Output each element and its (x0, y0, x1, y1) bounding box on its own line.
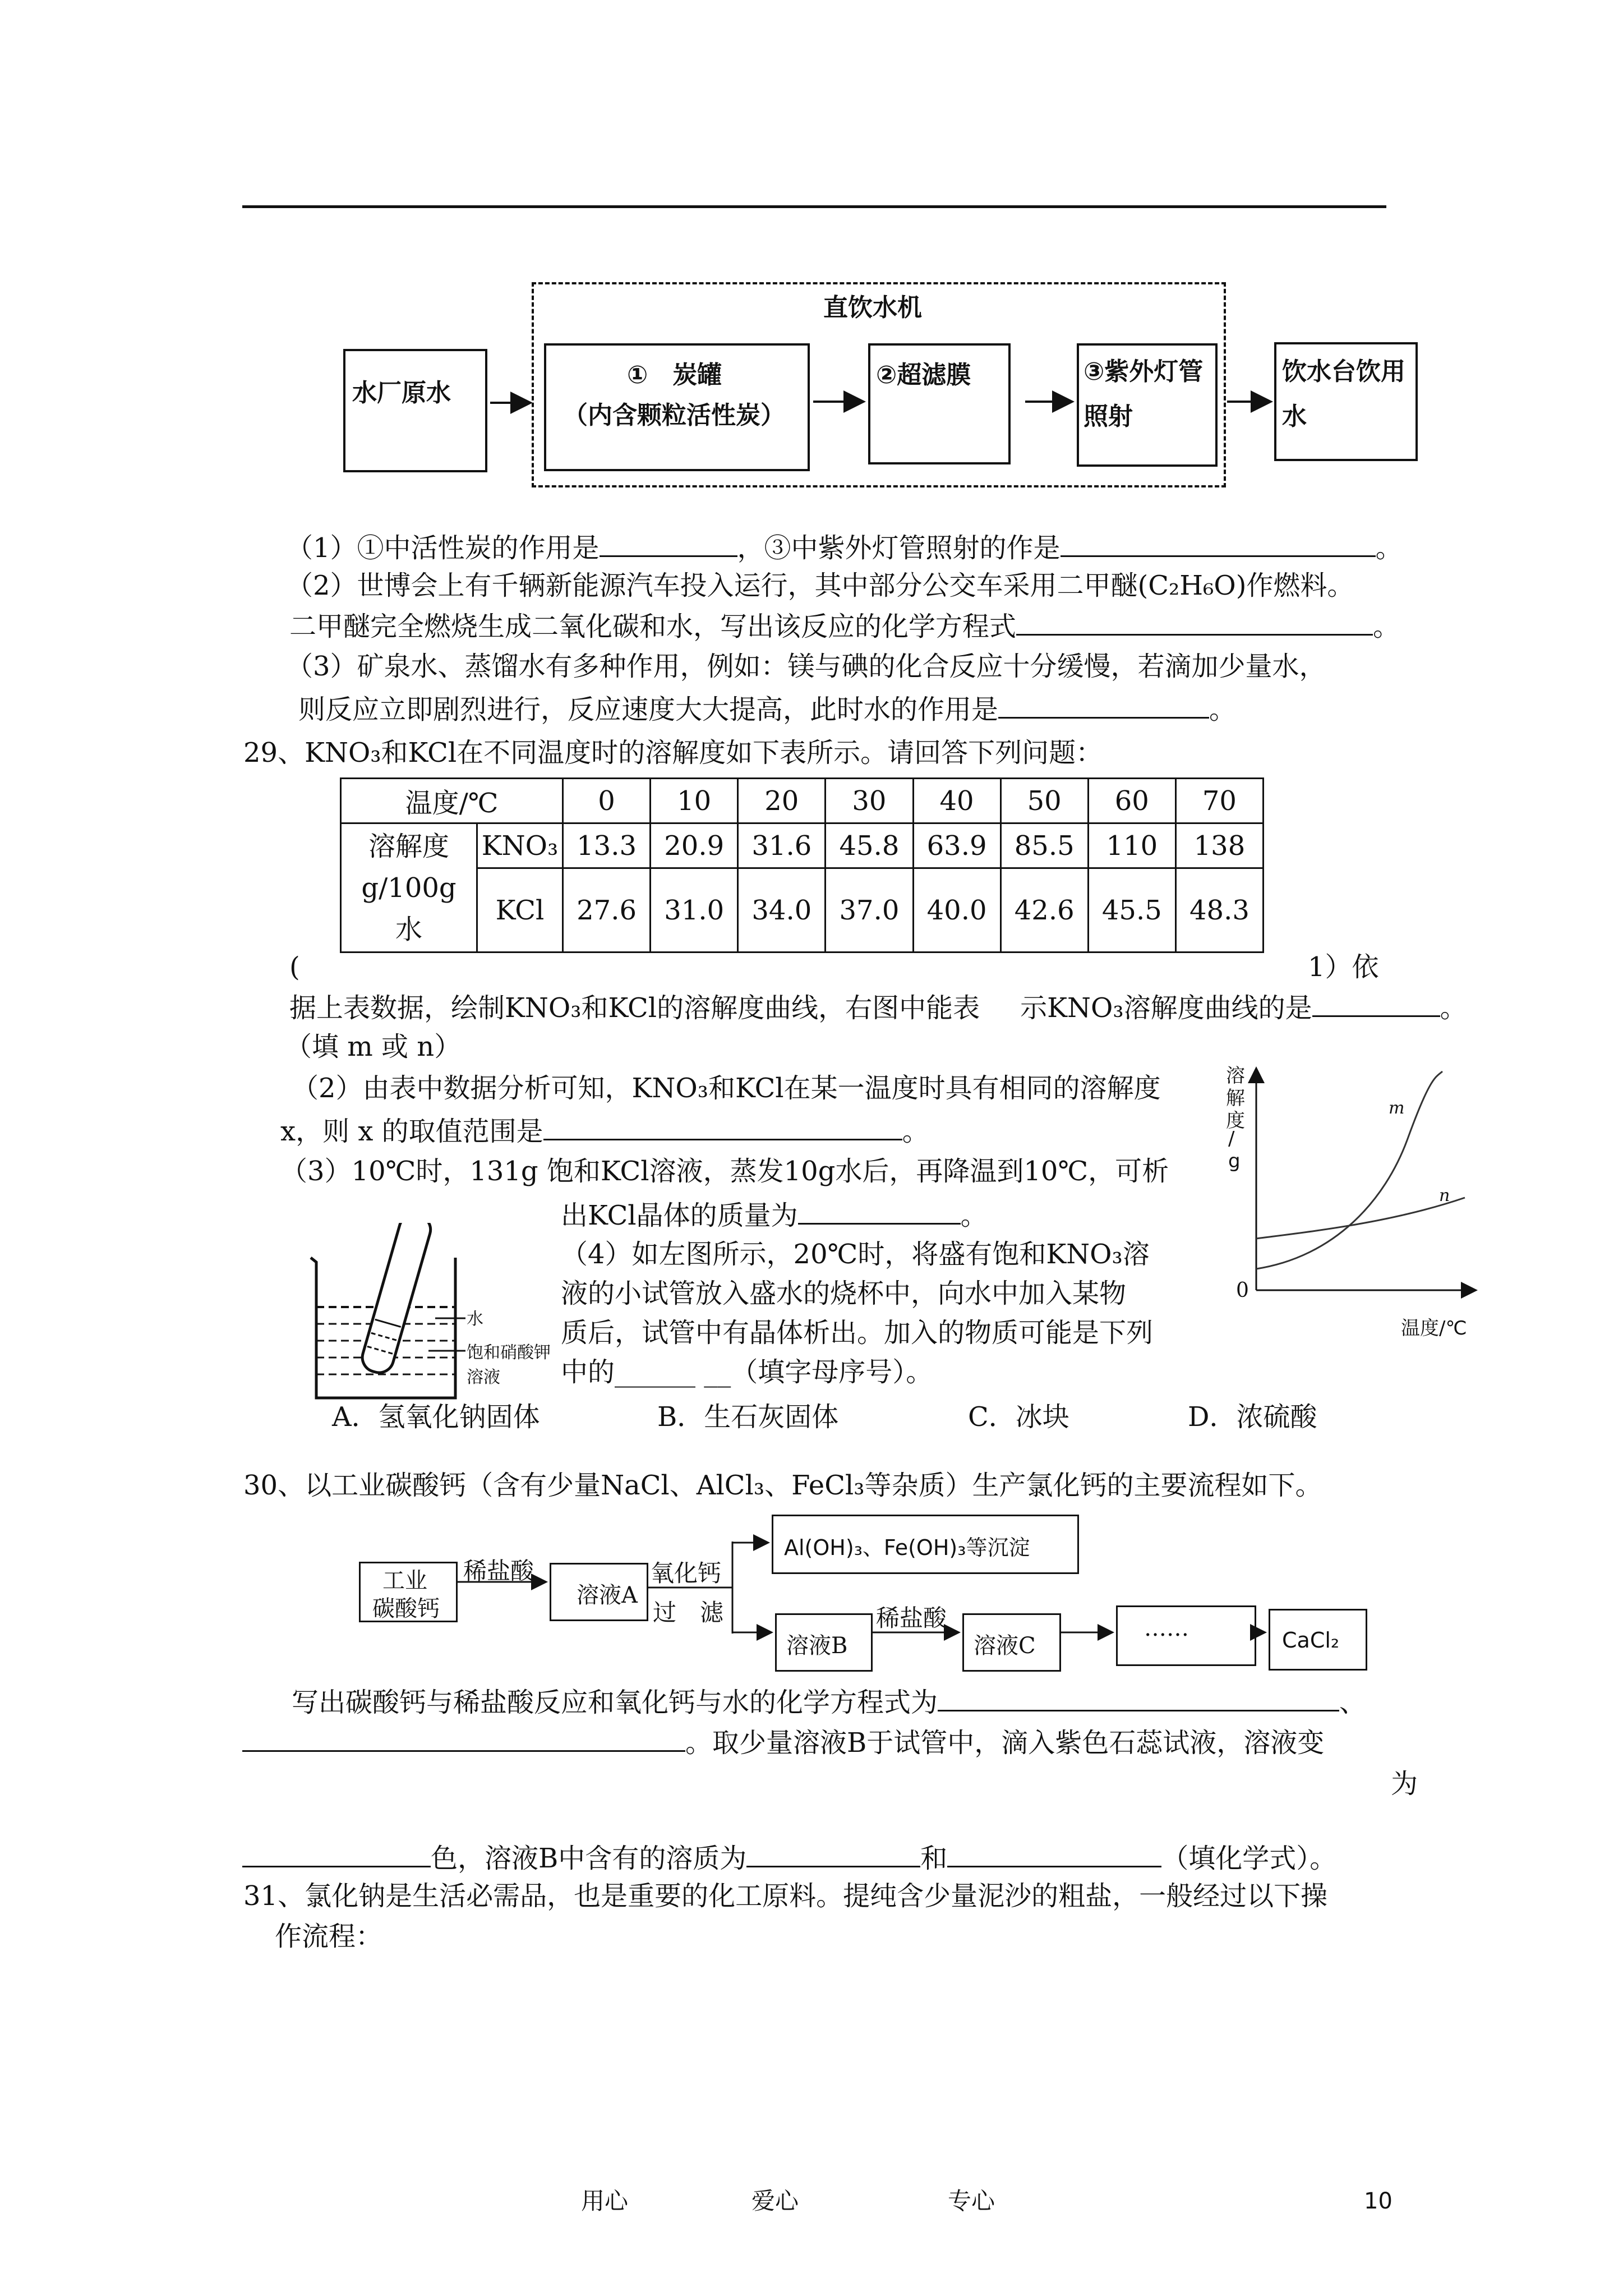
q29-p1-right: 1）依 (1308, 951, 1379, 983)
kcl-cell: 40.0 (913, 868, 1000, 953)
answer-blank[interactable] (1061, 530, 1376, 557)
temp-cell: 0 (563, 779, 651, 823)
q29-p4-line1: （4）如左图所示，20℃时，将盛有饱和KNO₃溶 (561, 1239, 1150, 1270)
q29-p1-open: ( (289, 951, 300, 983)
answer-blank[interactable] (938, 1684, 1339, 1711)
start-label-1: 工业 (382, 1568, 427, 1594)
ultrafilter-label: ②超滤膜 (876, 361, 971, 389)
kcl-cell: 45.5 (1088, 868, 1175, 953)
output-label-2: 水 (1282, 402, 1307, 431)
answer-blank[interactable] (543, 1113, 902, 1140)
kno3-label: KNO₃ (477, 823, 563, 868)
product-label: CaCl₂ (1282, 1628, 1340, 1653)
solubility-table (340, 777, 1264, 953)
kcl-cell: 34.0 (738, 868, 826, 953)
graph-ylabel-2: 解 (1226, 1087, 1245, 1110)
beaker-water-label: 水 (467, 1309, 483, 1329)
uv-label-2: 照射 (1083, 402, 1133, 431)
reagent2-label-1: 氧化钙 (651, 1559, 722, 1587)
q29-p4-line3: 质后，试管中有晶体析出。加入的物质可能是下列 (561, 1317, 1154, 1349)
graph-ylabel-4: / (1228, 1128, 1235, 1150)
temp-header: 温度/℃ (341, 779, 563, 823)
q29-p1-line2: 据上表数据，绘制KNO₃和KCl的溶解度曲线，右图中能表 示KNO₃溶解度曲线的是 。 (289, 990, 1467, 1025)
q29-intro: 29、KNO₃和KCl在不同温度时的溶解度如下表所示。请回答下列问题： (243, 737, 1103, 769)
option-c[interactable]: C．冰块 (968, 1401, 1069, 1433)
ellipsis-label: …… (1144, 1616, 1189, 1641)
q29-p4-line4: 中的______ __（填字母序号）。 (561, 1356, 933, 1388)
temp-cell: 20 (738, 779, 826, 823)
kcl-cell: 27.6 (563, 868, 651, 953)
kcl-cell: 31.0 (651, 868, 738, 953)
q29-p2-line1: （2）由表中数据分析可知，KNO₃和KCl在某一温度时具有相同的溶解度 (292, 1073, 1161, 1104)
kcl-cell: 37.0 (826, 868, 913, 953)
solution-a-label: 溶液A (577, 1582, 638, 1608)
temp-cell: 60 (1088, 779, 1175, 823)
carbon-tank-sub: （内含颗粒活性炭） (563, 401, 785, 430)
answer-blank[interactable] (600, 530, 737, 557)
option-d[interactable]: D．浓硫酸 (1188, 1401, 1317, 1433)
q28-part2-line1: （2）世博会上有千辆新能源汽车投入运行，其中部分公交车采用二甲醚(C₂H₆O)作燃料。 (286, 570, 1354, 601)
kno3-cell: 63.9 (913, 823, 1000, 868)
footer-b: 爱心 (751, 2187, 799, 2215)
answer-blank[interactable] (1312, 990, 1440, 1017)
solubility-graph (1223, 1060, 1481, 1341)
precipitate-label: Al(OH)₃、Fe(OH)₃等沉淀 (784, 1535, 1030, 1560)
curve-n-label: n (1439, 1186, 1450, 1205)
reagent2-label-2: 过 滤 (653, 1599, 724, 1626)
beaker-illustration (303, 1223, 566, 1414)
carbon-tank-label: ① 炭罐 (627, 361, 722, 389)
graph-ylabel-1: 溶 (1226, 1065, 1245, 1087)
q30-line1: 写出碳酸钙与稀盐酸反应和氧化钙与水的化学方程式为 、 (292, 1684, 1366, 1719)
q29-p4-line2: 液的小试管放入盛水的烧杯中，向水中加入某物 (561, 1278, 1127, 1309)
answer-blank[interactable] (998, 691, 1209, 719)
kcl-label: KCl (477, 868, 563, 953)
q30-line3: 色，溶液B中含有的溶质为 和 （填化学式）。 (242, 1840, 1336, 1875)
q29-p3-line1: （3）10℃时，131g 饱和KCl溶液，蒸发10g水后，再降温到10℃，可析 (280, 1156, 1169, 1187)
kno3-cell: 110 (1088, 823, 1175, 868)
curve-m (1256, 1071, 1442, 1269)
q29-p3-line2: 出KCl晶体的质量为 。 (561, 1197, 988, 1232)
temp-cell: 50 (1000, 779, 1088, 823)
q29-p1-line3: （填 m 或 n） (285, 1031, 462, 1062)
page-number: 10 (1364, 2188, 1393, 2214)
curve-m-label: m (1389, 1098, 1405, 1118)
q28-part2-line2: 二甲醚完全燃烧生成二氧化碳和水，写出该反应的化学方程式 。 (289, 608, 1400, 643)
start-label-2: 碳酸钙 (372, 1596, 440, 1622)
kcl-cell: 48.3 (1175, 868, 1263, 953)
group-title: 直饮水机 (823, 293, 922, 322)
output-label-1: 饮水台饮用 (1282, 357, 1405, 386)
beaker-solution-label: 饱和硝酸钾溶液 (467, 1343, 551, 1387)
graph-xlabel: 温度/℃ (1401, 1317, 1467, 1340)
answer-blank[interactable] (242, 1840, 431, 1867)
answer-blank[interactable] (947, 1840, 1161, 1867)
q30-line2-end: 为 (1391, 1768, 1418, 1800)
reagent1-label: 稀盐酸 (463, 1557, 534, 1585)
graph-ylabel-3: 度 (1226, 1110, 1245, 1132)
kno3-cell: 85.5 (1000, 823, 1088, 868)
kno3-cell: 13.3 (563, 823, 651, 868)
q31-line1: 31、氯化钠是生活必需品，也是重要的化工原料。提纯含少量泥沙的粗盐，一般经过以下操 (243, 1880, 1328, 1912)
q30-line2: 。取少量溶液B于试管中，滴入紫色石蕊试液，溶液变 (242, 1724, 1324, 1760)
temp-cell: 40 (913, 779, 1000, 823)
curve-n (1256, 1198, 1465, 1239)
kno3-cell: 31.6 (738, 823, 826, 868)
answer-blank[interactable] (1016, 608, 1373, 636)
answer-blank[interactable] (798, 1197, 961, 1225)
source-label: 水厂原水 (352, 379, 451, 407)
flow1-arrows (0, 0, 1623, 505)
kno3-cell: 20.9 (651, 823, 738, 868)
footer-c: 专心 (948, 2187, 995, 2215)
answer-blank[interactable] (746, 1840, 920, 1867)
answer-blank[interactable] (242, 1724, 685, 1752)
q28-part3-line2: 则反应立即剧烈进行，反应速度大大提高，此时水的作用是 。 (298, 691, 1236, 726)
q30-intro: 30、以工业碳酸钙（含有少量NaCl、AlCl₃、FeCl₃等杂质）生产氯化钙的主要流程如下。 (243, 1470, 1322, 1501)
graph-origin: 0 (1236, 1279, 1249, 1302)
option-a[interactable]: A．氢氧化钠固体 (332, 1401, 540, 1433)
temp-cell: 10 (651, 779, 738, 823)
kcl-cell: 42.6 (1000, 868, 1088, 953)
kno3-cell: 138 (1175, 823, 1263, 868)
solution-b-label: 溶液B (786, 1633, 848, 1659)
option-b[interactable]: B．生石灰固体 (657, 1401, 839, 1433)
q28-part1: （1）①中活性炭的作用是 ，③中紫外灯管照射的作是 。 (286, 530, 1403, 565)
footer-a: 用心 (581, 2187, 629, 2215)
graph-ylabel-5: g (1228, 1150, 1241, 1172)
flow2-arrows (0, 1503, 1623, 1683)
q28-part3-line1: （3）矿泉水、蒸馏水有多种作用，例如：镁与碘的化合反应十分缓慢，若滴加少量水， (286, 651, 1326, 682)
solution-c-label: 溶液C (974, 1633, 1036, 1659)
q31-line2: 作流程： (275, 1921, 383, 1952)
reagent3-label: 稀盐酸 (876, 1604, 947, 1632)
q29-p2-line2: x，则 x 的取值范围是 。 (280, 1113, 929, 1148)
temp-cell: 70 (1175, 779, 1263, 823)
graph-drawing (1223, 1060, 1481, 1307)
uv-label-1: ③紫外灯管 (1083, 357, 1204, 386)
kno3-cell: 45.8 (826, 823, 913, 868)
row-label: 溶解度 g/100g 水 (341, 823, 477, 953)
temp-cell: 30 (826, 779, 913, 823)
